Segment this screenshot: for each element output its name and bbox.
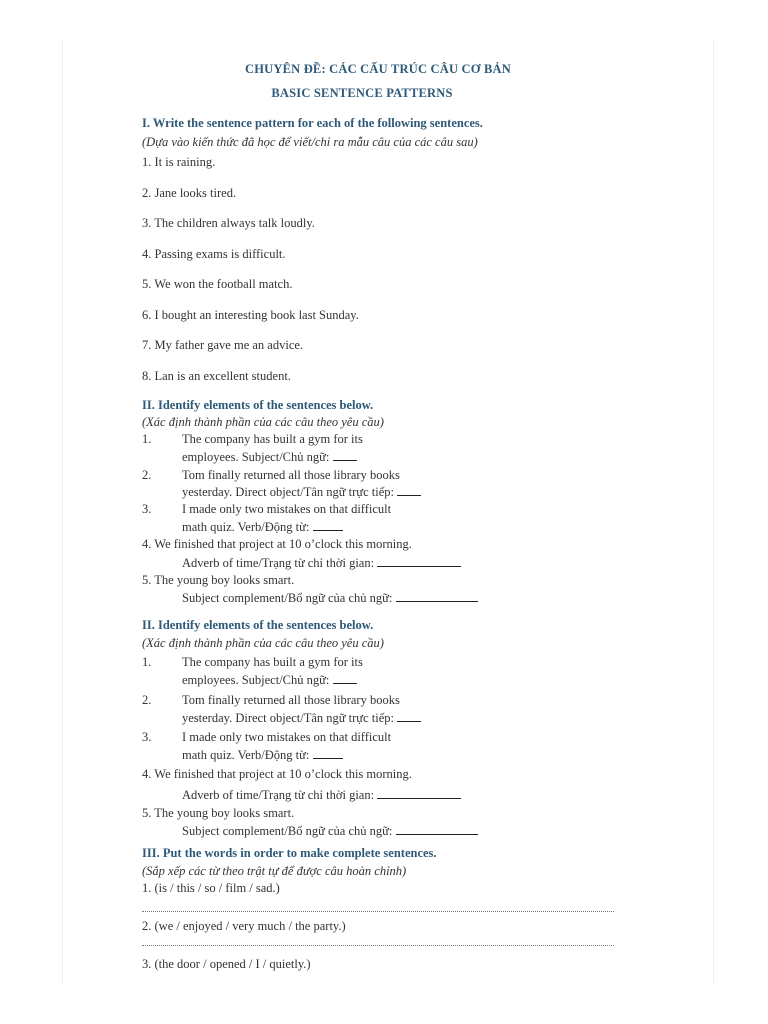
item-text xyxy=(182,485,421,500)
answer-line[interactable] xyxy=(142,945,614,946)
answer-blank[interactable] xyxy=(313,748,343,759)
document-title-en: BASIC SENTENCE PATTERNS xyxy=(271,86,453,100)
item-text: 4. We finished that project at 10 o’clock this morning. xyxy=(142,767,412,781)
section-3-instruction: (Sắp xếp các từ theo trật tự để được câu hoàn chỉnh) xyxy=(142,864,407,878)
item-text: I made only two mistakes on that difficult xyxy=(182,730,392,744)
list-item: 6. I bought an interesting book last Sunday. xyxy=(142,308,359,322)
list-item: 2. (we / enjoyed / very much / the party.) xyxy=(142,919,346,933)
item-text: 5. The young boy looks smart. xyxy=(142,573,295,587)
section-2a-instruction: (Xác định thành phần của các câu theo yêu cầu) xyxy=(142,415,384,429)
list-item: 8. Lan is an excellent student. xyxy=(142,369,291,383)
section-2b-instruction: (Xác định thành phần của các câu theo yêu cầu) xyxy=(142,636,384,650)
item-number: 1. xyxy=(142,655,152,669)
section-2b-heading: II. Identify elements of the sentences below. xyxy=(142,618,374,632)
item-prompt: yesterday. Direct object/Tân ngữ trực tiếp: xyxy=(182,485,394,499)
answer-blank[interactable] xyxy=(333,450,357,461)
item-text: Tom finally returned all those library books xyxy=(182,468,400,482)
answer-blank[interactable] xyxy=(396,824,478,835)
list-item: 5. We won the football match. xyxy=(142,277,293,291)
answer-blank[interactable] xyxy=(333,673,357,684)
answer-blank[interactable] xyxy=(397,485,421,496)
list-item: 1. (is / this / so / film / sad.) xyxy=(142,881,280,895)
item-prompt: math quiz. Verb/Động từ: xyxy=(182,520,310,534)
item-number: 3. xyxy=(142,730,152,744)
item-number: 2. xyxy=(142,468,152,482)
answer-blank[interactable] xyxy=(377,556,461,567)
item-prompt: Adverb of time/Trạng từ chỉ thời gian: xyxy=(182,788,375,802)
item-text xyxy=(182,788,461,803)
item-text xyxy=(182,748,343,763)
item-prompt: employees. Subject/Chủ ngữ: xyxy=(182,673,330,687)
item-text: 4. We finished that project at 10 o’clock this morning. xyxy=(142,537,412,551)
item-prompt: Adverb of time/Trạng từ chỉ thời gian: xyxy=(182,556,375,570)
answer-blank[interactable] xyxy=(313,520,343,531)
item-text xyxy=(182,520,343,535)
item-text: 5. The young boy looks smart. xyxy=(142,806,295,820)
item-text xyxy=(182,556,461,571)
item-text xyxy=(182,673,357,688)
list-item: 2. Jane looks tired. xyxy=(142,186,237,200)
list-item: 3. The children always talk loudly. xyxy=(142,216,315,230)
item-prompt: employees. Subject/Chủ ngữ: xyxy=(182,450,330,464)
item-number: 3. xyxy=(142,502,152,516)
section-3-heading: III. Put the words in order to make complete sentences. xyxy=(142,846,437,860)
list-item: 3. (the door / opened / I / quietly.) xyxy=(142,957,311,971)
item-text: The company has built a gym for its xyxy=(182,432,363,446)
answer-line[interactable] xyxy=(142,911,614,912)
item-text: Tom finally returned all those library books xyxy=(182,693,400,707)
item-text xyxy=(182,824,478,839)
document-title-vi: CHUYÊN ĐỀ: CÁC CẤU TRÚC CÂU CƠ BẢN xyxy=(245,62,511,76)
item-text: The company has built a gym for its xyxy=(182,655,363,669)
answer-blank[interactable] xyxy=(397,711,421,722)
document-page xyxy=(62,40,714,984)
item-prompt: Subject complement/Bổ ngữ của chủ ngữ: xyxy=(182,591,393,605)
item-text xyxy=(182,450,357,465)
answer-blank[interactable] xyxy=(396,591,478,602)
answer-blank[interactable] xyxy=(377,788,461,799)
item-number: 2. xyxy=(142,693,152,707)
item-text xyxy=(182,711,421,726)
item-number: 1. xyxy=(142,432,152,446)
section-1-heading: I. Write the sentence pattern for each of the following sentences. xyxy=(142,116,483,130)
item-text xyxy=(182,591,478,606)
item-prompt: math quiz. Verb/Động từ: xyxy=(182,748,310,762)
section-1-instruction: (Dựa vào kiến thức đã học để viết/chỉ ra mẫu câu của các câu sau) xyxy=(142,135,478,149)
item-text: I made only two mistakes on that difficult xyxy=(182,502,392,516)
section-2a-heading: II. Identify elements of the sentences below. xyxy=(142,398,374,412)
list-item: 4. Passing exams is difficult. xyxy=(142,247,286,261)
item-prompt: Subject complement/Bổ ngữ của chủ ngữ: xyxy=(182,824,393,838)
list-item: 1. It is raining. xyxy=(142,155,216,169)
list-item: 7. My father gave me an advice. xyxy=(142,338,304,352)
item-prompt: yesterday. Direct object/Tân ngữ trực tiếp: xyxy=(182,711,394,725)
